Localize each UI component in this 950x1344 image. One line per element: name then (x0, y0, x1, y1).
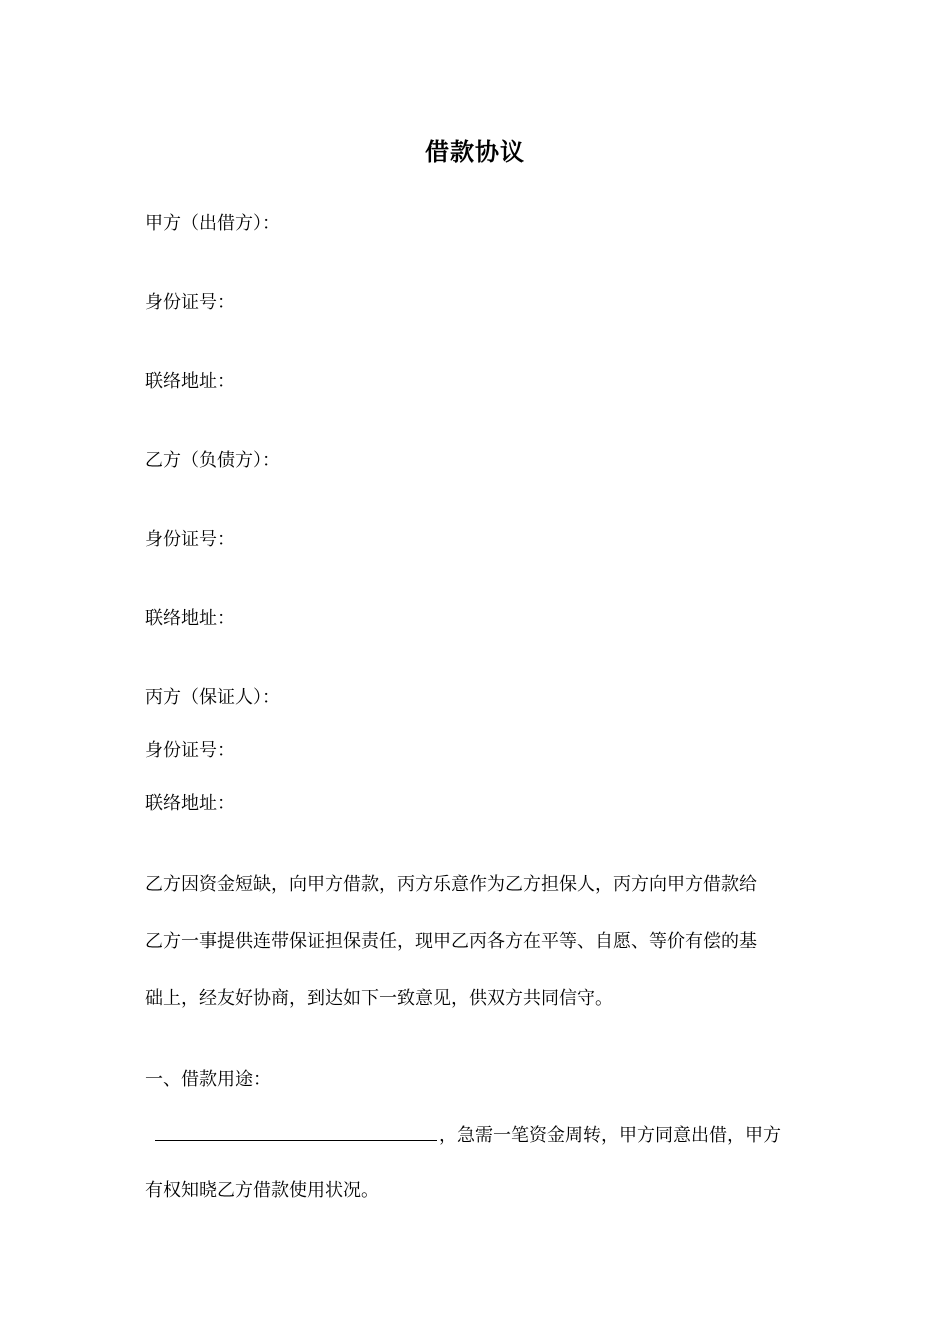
section-1-line-1-text: ，急需一笔资金周转，甲方同意出借，甲方 (439, 1125, 781, 1146)
document-title: 借款协议 (425, 137, 525, 166)
section-1-heading: 一、借款用途： (145, 1069, 271, 1090)
preamble-line-2: 乙方一事提供连带保证担保责任，现甲乙丙各方在平等、自愿、等价有偿的基 (145, 931, 757, 952)
party-c-id-label: 身份证号： (145, 740, 235, 761)
party-c-address-label: 联络地址： (145, 793, 235, 814)
preamble-line-1: 乙方因资金短缺，向甲方借款，丙方乐意作为乙方担保人，丙方向甲方借款给 (145, 874, 757, 895)
party-a-address-label: 联络地址： (145, 371, 235, 392)
party-b-id-label: 身份证号： (145, 529, 235, 550)
party-c-label: 丙方（保证人）： (145, 687, 280, 708)
section-1-line-1 (145, 1122, 781, 1148)
fill-in-blank[interactable] (155, 1122, 437, 1141)
party-b-address-label: 联络地址： (145, 608, 235, 629)
party-a-id-label: 身份证号： (145, 292, 235, 313)
section-1-line-2: 有权知晓乙方借款使用状况。 (145, 1180, 379, 1201)
preamble-line-3: 础上，经友好协商，到达如下一致意见，供双方共同信守。 (145, 988, 613, 1009)
party-a-label: 甲方（出借方）： (145, 213, 280, 234)
party-b-label: 乙方（负债方）： (145, 450, 280, 471)
